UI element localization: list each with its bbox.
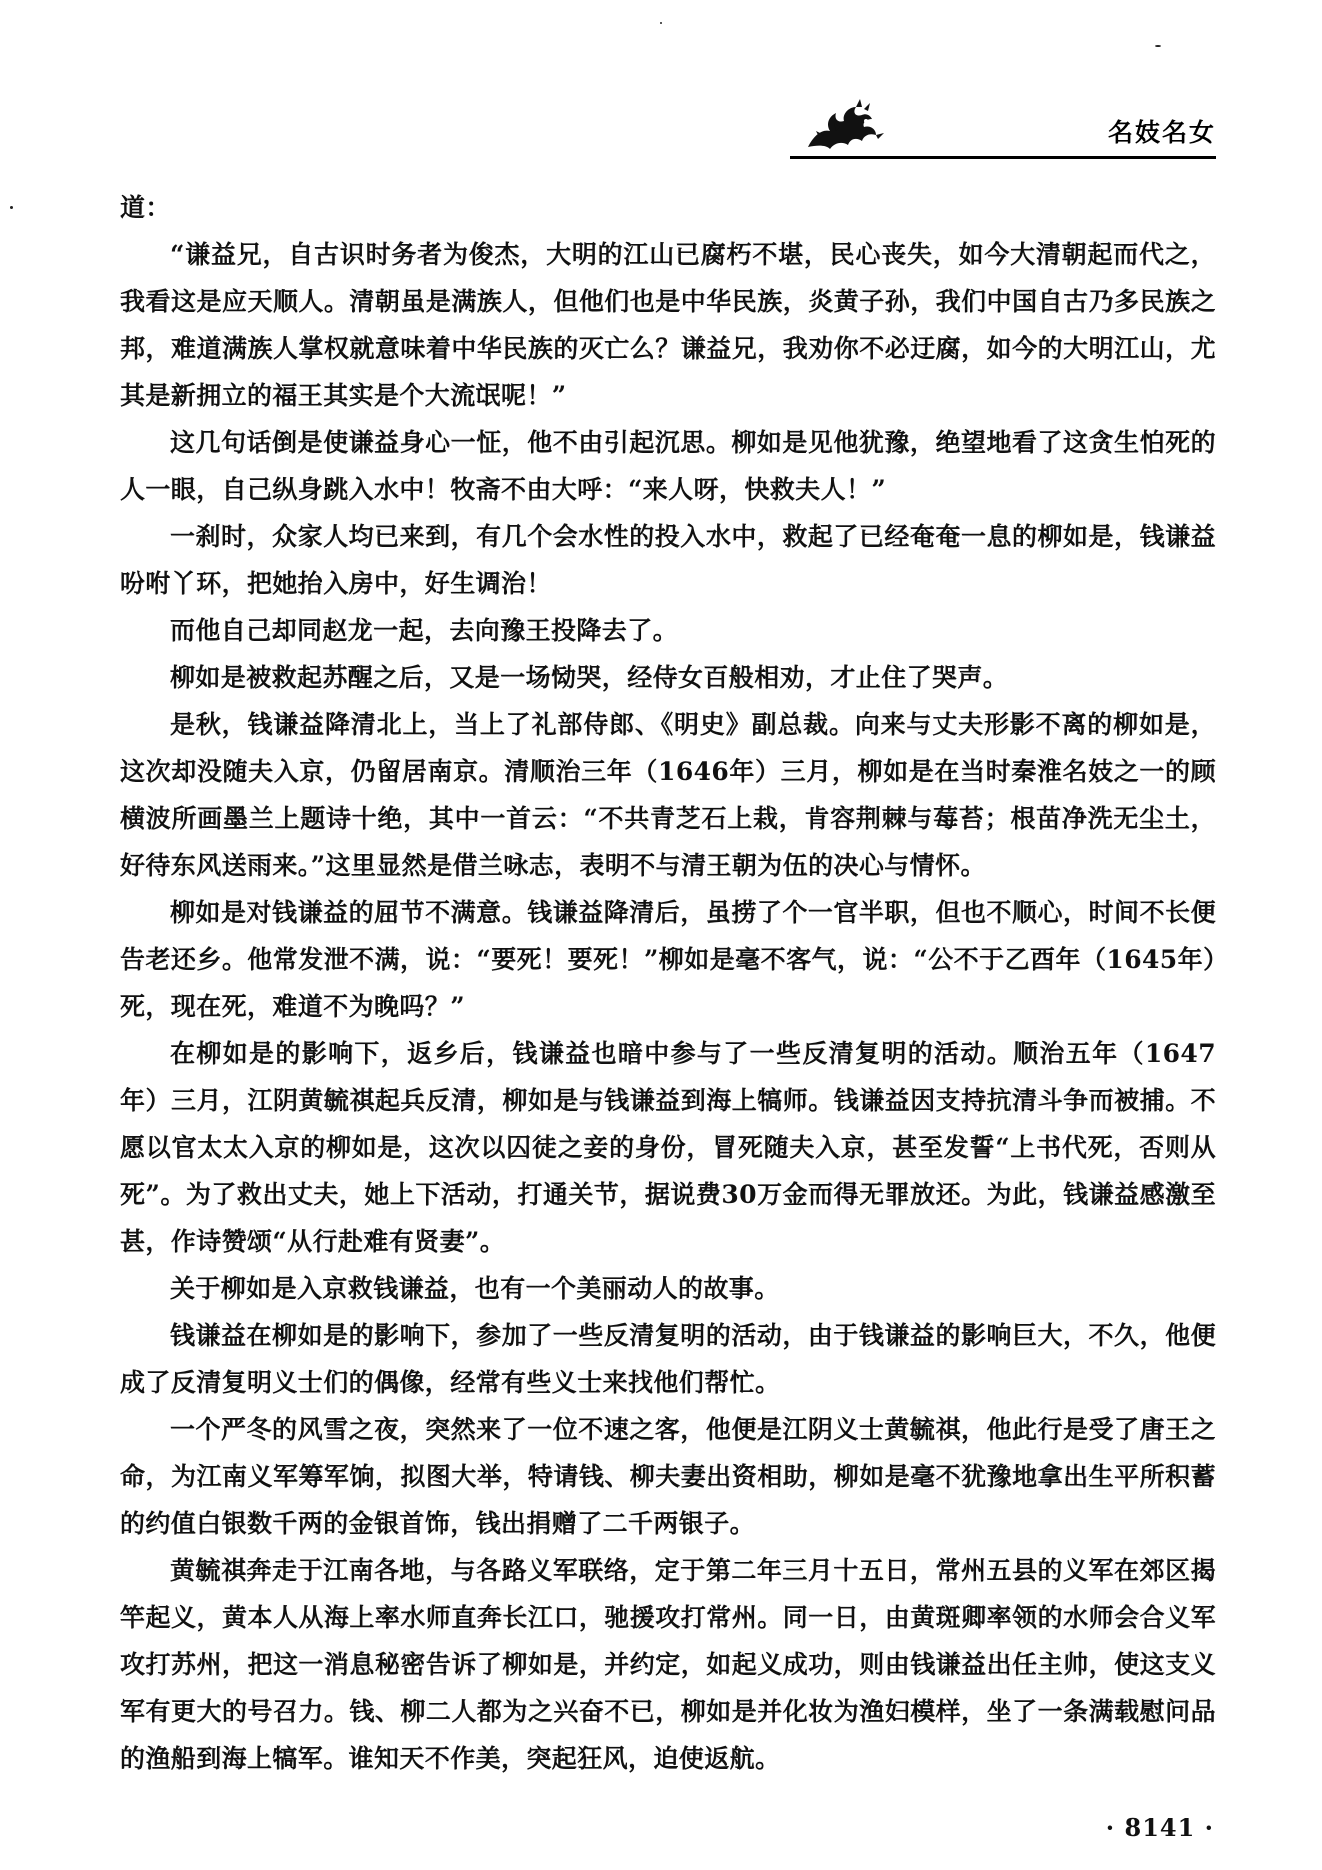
paragraph: 柳如是对钱谦益的屈节不满意。钱谦益降清后，虽捞了个一官半职，但也不顺心，时间不长便告老还乡。他常发泄不满，说：“要死！要死！”柳如是毫不客气，说：“公不于乙酉年（1645年）死，现在死，难道不为晚吗？” bbox=[120, 898, 1216, 1021]
paragraph: 钱谦益在柳如是的影响下，参加了一些反清复明的活动，由于钱谦益的影响巨大，不久，他便成了反清复明义士们的偶像，经常有些义士来找他们帮忙。 bbox=[120, 1321, 1216, 1397]
paragraph: 关于柳如是入京救钱谦益，也有一个美丽动人的故事。 bbox=[170, 1274, 780, 1303]
scan-speck bbox=[660, 22, 662, 24]
paragraph: 一个严冬的风雪之夜，突然来了一位不速之客，他便是江阴义士黄毓祺，他此行是受了唐王之命，为江南义军筹军饷，拟图大举，特请钱、柳夫妻出资相助，柳如是毫不犹豫地拿出生平所积蓄的约值白银数千两的金银首饰，钱出捐赠了二千两银子。 bbox=[120, 1415, 1216, 1538]
paragraph: 柳如是被救起苏醒之后，又是一场恸哭，经侍女百般相劝，才止住了哭声。 bbox=[170, 663, 1009, 692]
scan-speck bbox=[10, 206, 13, 209]
paragraph: 在柳如是的影响下，返乡后，钱谦益也暗中参与了一些反清复明的活动。顺治五年（1647年）三月，江阴黄毓祺起兵反清，柳如是与钱谦益到海上犒师。钱谦益因支持抗清斗争而被捕。不愿以官太太入京的柳如是，这次以囚徒之妾的身份，冒死随夫入京，甚至发誓“上书代死，否则从死”。为了救出丈夫，她上下活动，打通关节，据说费30万金而得无罪放还。为此，钱谦益感激至甚，作诗赞颂“从行赴难有贤妻”。 bbox=[120, 1039, 1216, 1256]
paragraph: 一刹时，众家人均已来到，有几个会水性的投入水中，救起了已经奄奄一息的柳如是，钱谦益吩咐丫环，把她抬入房中，好生调治！ bbox=[120, 522, 1216, 598]
scan-speck bbox=[1155, 45, 1161, 47]
header-rule bbox=[790, 156, 1216, 159]
running-header-title: 名妓名女 bbox=[1107, 118, 1216, 147]
paragraph: 而他自己却同赵龙一起，去向豫王投降去了。 bbox=[170, 616, 679, 645]
paragraph: 这几句话倒是使谦益身心一怔，他不由引起沉思。柳如是见他犹豫，绝望地看了这贪生怕死的人一眼，自己纵身跳入水中！牧斋不由大呼：“来人呀，快救夫人！” bbox=[120, 428, 1216, 504]
paragraph: 黄毓祺奔走于江南各地，与各路义军联络，定于第二年三月十五日，常州五县的义军在郊区揭竿起义，黄本人从海上率水师直奔长江口，驰援攻打常州。同一日，由黄斑卿率领的水师会合义军攻打苏州，把这一消息秘密告诉了柳如是，并约定，如起义成功，则由钱谦益出任主帅，使这支义军有更大的号召力。钱、柳二人都为之兴奋不已，柳如是并化妆为渔妇模样，坐了一条满载慰问品的渔船到海上犒军。谁知天不作美，突起狂风，迫使返航。 bbox=[120, 1556, 1216, 1773]
paragraph: 是秋，钱谦益降清北上，当上了礼部侍郎、《明史》副总裁。向来与丈夫形影不离的柳如是，这次却没随夫入京，仍留居南京。清顺治三年（1646年）三月，柳如是在当时秦淮名妓之一的顾横波所画墨兰上题诗十绝，其中一首云：“不共青芝石上栽，肯容荆棘与莓苔；根苗净洗无尘土，好待东风送雨来。”这里显然是借兰咏志，表明不与清王朝为伍的决心与情怀。 bbox=[120, 710, 1216, 880]
running-header bbox=[790, 95, 1216, 165]
page-number: · 8141 · bbox=[1105, 1813, 1214, 1842]
body-text bbox=[120, 184, 1216, 1782]
dragon-emblem-icon bbox=[800, 95, 886, 159]
paragraph: 道： bbox=[120, 193, 171, 222]
paragraph: “谦益兄，自古识时务者为俊杰，大明的江山已腐朽不堪，民心丧失，如今大清朝起而代之，我看这是应天顺人。清朝虽是满族人，但他们也是中华民族，炎黄子孙，我们中国自古乃多民族之邦，难道满族人掌权就意味着中华民族的灭亡么？谦益兄，我劝你不必迂腐，如今的大明江山，尤其是新拥立的福王其实是个大流氓呢！” bbox=[120, 240, 1216, 410]
